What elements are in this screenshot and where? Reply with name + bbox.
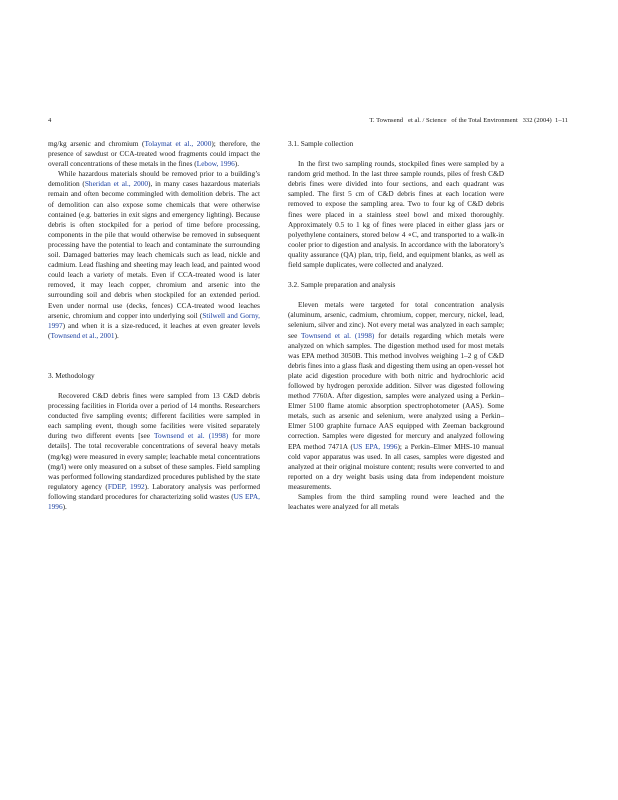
paragraph-methodology: Recovered C&D debris fines were sampled from 13 C&D debris processing facilities in Florida over a period of 14 months. Researchers conducted five sampling events; different facilities were sampled in each sampling event, though some facilities were visited separately during two different events [see Townsend et al. (1998) for more details]. The total recoverable concentrations of several heavy metals (mg/kg) were measured in every sample; leachable metal concentrations (mg/l) were only measured on a subset of these samples. Field sampling was performed following standardized procedures published by the state regulatory agency (FDEP, 1992). Laboratory analysis was performed following standard procedures for characterizing solid wastes (US EPA, 1996). — [48, 390, 261, 511]
citation-link[interactable]: US EPA, 1996 — [48, 491, 260, 511]
citation-link[interactable]: Tolaymat et al., 2000 — [144, 139, 212, 148]
section-heading-sample-preparation: 3.2. Sample preparation and analysis — [288, 280, 396, 290]
citation-link[interactable]: Stilwell and Gorny, 1997 — [48, 310, 260, 330]
citation-link[interactable]: Townsend et al. (1998) — [301, 330, 375, 340]
citation-link[interactable]: US EPA, 1996 — [352, 441, 398, 451]
running-header — [48, 117, 576, 127]
section-heading-methodology: 3. Methodology — [48, 370, 95, 380]
paragraph-sample-collection: In the first two sampling rounds, stockpiled fines were sampled by a random grid method. In the last three sample rounds, piles of fresh C&D debris fines were divided into four sections, and each quadrant was sampled. The first 5 cm of C&D debris fines at each location were removed to expose the sampling area. Two to four kg of C&D debris fines were placed in a stainless steel bowl and mixed thoroughly. Approximately 0.5 to 1 kg of fines were placed in either glass jars or polyethylene containers, stored below 4 ∘C, and transported to a walk-in cooler prior to digestion and analysis. In accordance with the laboratory’s quality assurance (QA) plan, trip, field, and equipment blanks, as well as field sample duplicates, were collected and analyzed. — [288, 159, 504, 270]
paragraph-leaching: Samples from the third sampling round were leached and the leachates were analyzed for all metals — [288, 492, 504, 512]
paragraph-hazardous-materials: While hazardous materials should be removed prior to a building’s demolition (Sheridan et al., 2000), in many cases hazardous materials remain and often become commingled with demolition debris. The act of demolition can also expose some chemicals that were otherwise contained (e.g. batteries in exit signs and emergency lighting). Because debris is often stockpiled for a period of time before processing, components in the pile that would otherwise be removed in subsequent processing have the potential to leach and contaminate the surrounding soil. Damaged batteries may leach chemicals such as lead, nickle and cadmium. Lead flashing and sheeting may leach lead, and painted wood could leach a variety of metals. Even if CCA-treated wood is later removed, it may leach copper, chromium and arsenic into the surrounding soil and debris when stockpiled for an extended period. Even under normal use (decks, fences) CCA-treated wood leaches arsenic, chromium and copper into underlying soil (Stilwell and Gorny, 1997) and when it is a size-reduced, it leaches at even greater levels (Townsend et al., 2001). — [48, 169, 261, 340]
citation-link[interactable]: Sheridan et al., 2000 — [84, 179, 149, 189]
paragraph-continued: mg/kg arsenic and chromium (Tolaymat et al., 2000); therefore, the presence of sawdust or CCA-treated wood fragments could impact the overall concentrations of these metals in the fines (Lebow, 1996). — [48, 139, 260, 169]
citation-link[interactable]: Lebow, 1996 — [196, 159, 235, 169]
citation-link[interactable]: Townsend et al., 2001 — [50, 330, 115, 340]
left-column — [48, 139, 260, 512]
page-number: 4 — [48, 117, 52, 124]
citation-link[interactable]: Townsend et al. (1998) — [154, 431, 229, 441]
running-title: T. Townsend et al. / Science of the Total Environment 332 (2004) 1–11 — [369, 117, 568, 124]
right-column — [288, 139, 504, 512]
citation-link[interactable]: FDEP, 1992 — [107, 481, 145, 491]
section-heading-sample-collection: 3.1. Sample collection — [288, 139, 354, 148]
paragraph-sample-preparation: Eleven metals were targeted for total concentration analysis (aluminum, arsenic, cadmium, chromium, copper, mercury, nickel, lead, selenium, silver and zinc). Not every metal was analyzed in each sample; see Townsend et al. (1998) for details regarding which metals were analyzed on which samples. The digestion method used for most metals was EPA method 3050B. This method involves weighing 1–2 g of C&D debris fines into a glass flask and digesting them using an open-vessel hot plate acid digestion procedure with both nitric and hydrochloric acid followed by hydrogen peroxide addition. Silver was digested following method 7760A. After digestion, samples were analyzed using a Perkin–Elmer 5100 flame atomic absorption spectrophotometer (AAS). Some metals, such as arsenic and selenium, were analyzed using a Perkin–Elmer 5100 graphite furnace AAS equipped with Zeeman background correction. Samples were digested for mercury and analyzed following EPA method 7471A (US EPA, 1996); a Perkin–Elmer MHS-10 manual cold vapor apparatus was used. In all cases, samples were digested and analyzed at their original moisture content; results were converted to and reported on a dry weight basis using data from independent moisture measurements. — [288, 300, 504, 491]
